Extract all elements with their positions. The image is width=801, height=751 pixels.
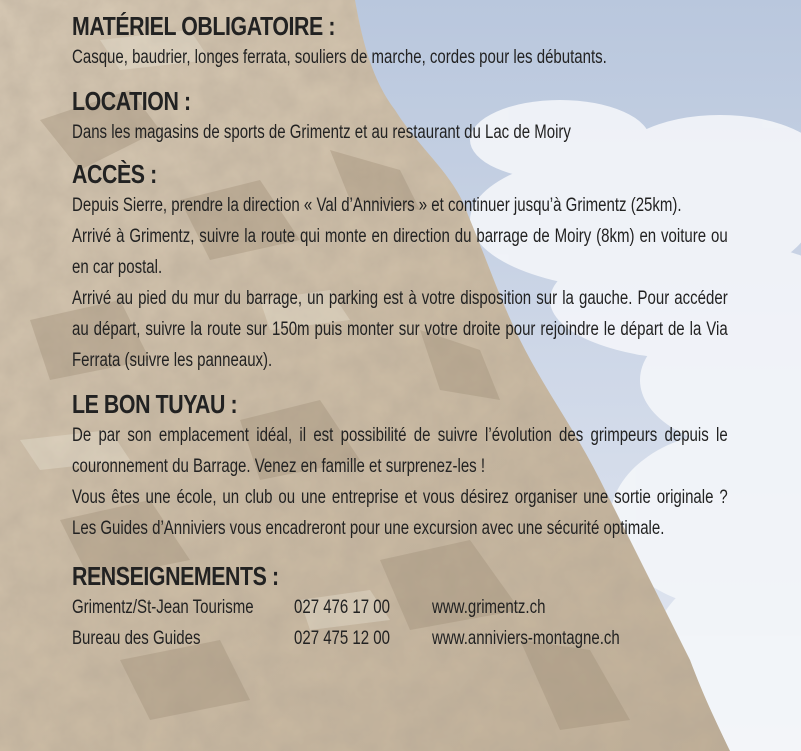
contact-website[interactable]: www.grimentz.ch	[432, 597, 546, 618]
acces-heading: ACCÈS :	[72, 159, 157, 189]
contact-row	[72, 592, 732, 623]
location-heading: LOCATION :	[72, 86, 191, 116]
contact-name: Bureau des Guides	[72, 628, 201, 649]
contact-phone: 027 475 12 00	[294, 628, 390, 649]
contact-row	[72, 623, 732, 654]
materiel-heading: MATÉRIEL OBLIGATOIRE :	[72, 11, 336, 41]
acces-paragraph: Arrivé à Grimentz, suivre la route qui monte en direction du barrage de Moiry (8km) en voiture ou en car postal.	[72, 226, 728, 278]
section-materiel	[72, 10, 732, 73]
materiel-text: Casque, baudrier, longes ferrata, souliers de marche, cordes pour les débutants.	[72, 47, 607, 68]
contact-phone: 027 476 17 00	[294, 597, 390, 618]
section-acces	[72, 158, 732, 376]
acces-paragraph: Depuis Sierre, prendre la direction « Val d’Anniviers » et continuer jusqu’à Grimentz (25km).	[72, 195, 682, 216]
contact-website[interactable]: www.anniviers-montagne.ch	[432, 628, 620, 649]
location-text: Dans les magasins de sports de Grimentz et au restaurant du Lac de Moiry	[72, 122, 571, 143]
renseignements-heading: RENSEIGNEMENTS :	[72, 561, 279, 591]
contact-name: Grimentz/St-Jean Tourisme	[72, 597, 254, 618]
tuyau-paragraph: Vous êtes une école, un club ou une entreprise et vous désirez organiser une sortie originale ? Les Guides d’Anniviers vous encadreront pour une excursion avec une sécurité optimale.	[72, 487, 728, 539]
section-location	[72, 85, 732, 148]
tuyau-paragraph: De par son emplacement idéal, il est possibilité de suivre l’évolution des grimpeurs depuis le couronnement du Barrage. Venez en famille et surprenez-les !	[72, 425, 728, 477]
section-renseignements	[72, 560, 732, 654]
acces-paragraph: Arrivé au pied du mur du barrage, un parking est à votre disposition sur la gauche. Pour accéder au départ, suivre la route sur 150m puis monter sur votre droite pour rejoindre le départ de la Via Ferrata (suivre les panneaux).	[72, 288, 728, 371]
section-bon-tuyau	[72, 388, 732, 544]
tuyau-heading: LE BON TUYAU :	[72, 389, 238, 419]
info-panel	[72, 10, 732, 654]
